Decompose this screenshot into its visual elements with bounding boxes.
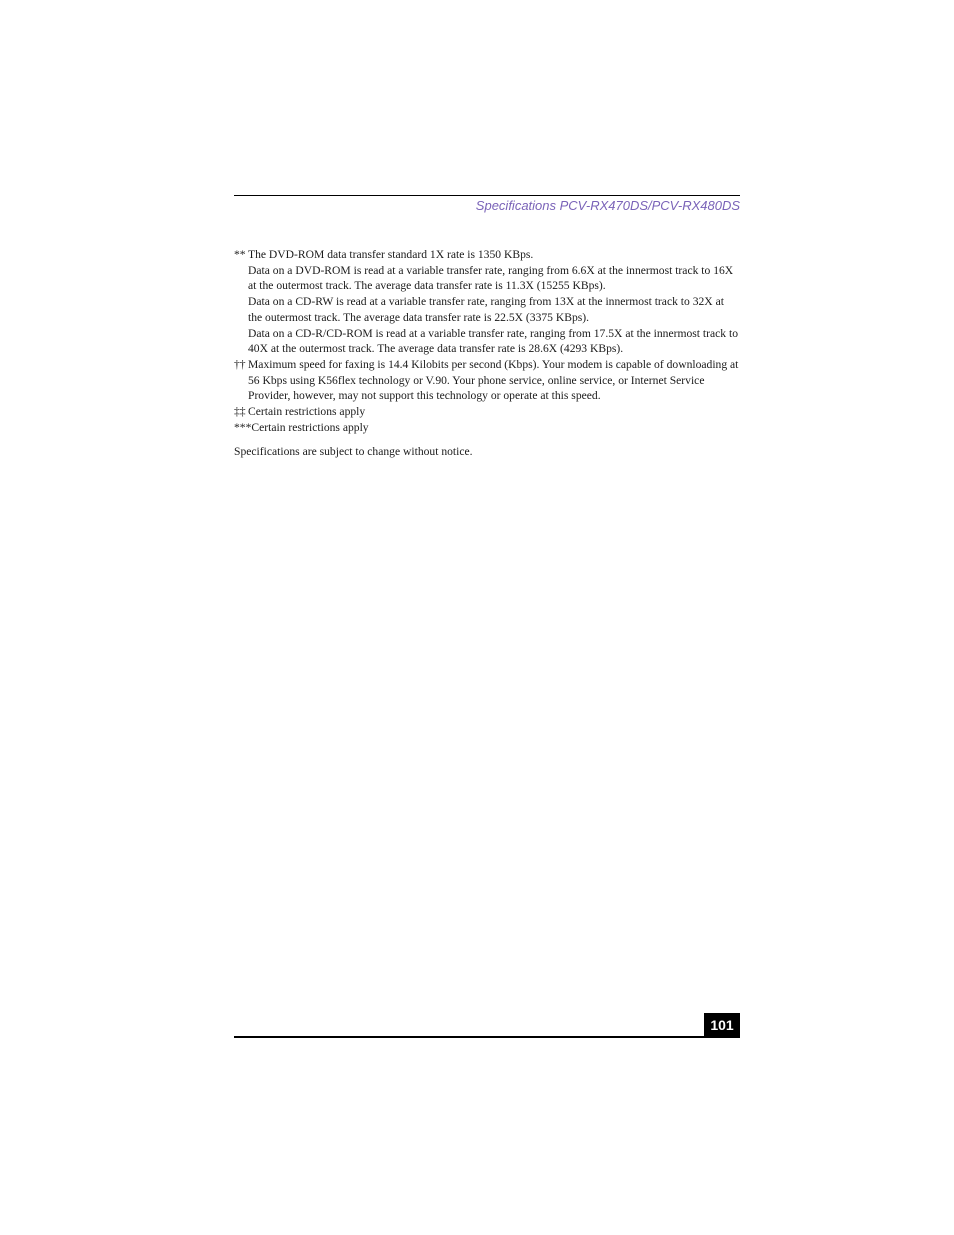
footnote-paragraph: Data on a CD-R/CD-ROM is read at a variable transfer rate, ranging from 17.5X at the innermost track to 40X at the outermost track. The average data transfer rate is 28.6X (4293 KBps). (248, 326, 739, 356)
footnote-paragraph: The DVD-ROM data transfer standard 1X rate is 1350 KBps. (248, 248, 534, 261)
footnote-marker: ** (234, 248, 246, 261)
footnote-double-asterisk (234, 247, 740, 357)
footnotes (234, 247, 740, 435)
footnote-paragraph: Certain restrictions apply (248, 405, 366, 419)
footnote-marker: *** (234, 420, 252, 434)
page-header-title: Specifications PCV-RX470DS/PCV-RX480DS (475, 198, 740, 213)
footnote-triple-asterisk (234, 420, 740, 436)
footnote-text: Certain restrictions apply (251, 420, 369, 434)
footnote-double-dagger (234, 357, 740, 404)
change-notice: Specifications are subject to change without notice. (234, 445, 473, 458)
header-rule (234, 195, 740, 196)
footnote-marker: ‡‡ (234, 405, 246, 419)
footnote-paragraph: Maximum speed for faxing is 14.4 Kilobits per second (Kbps). Your modem is capable of downloading at 56 Kbps using K56flex technology or V.90. Your phone service, online service, or Internet Service Provider, however, may not support this technology or operate at this speed. (248, 357, 739, 403)
footer-rule (234, 1036, 740, 1038)
footnote-paragraph: Data on a DVD-ROM is read at a variable transfer rate, ranging from 6.6X at the innermost track to 16X at the outermost track. The average data transfer rate is 11.3X (15255 KBps). (248, 263, 734, 293)
footnote-marker: †† (234, 357, 246, 371)
footnote-paragraph: Data on a CD-RW is read at a variable transfer rate, ranging from 13X at the innermost track to 32X at the outermost track. The average data transfer rate is 22.5X (3375 KBps). (248, 295, 724, 324)
page-number: 101 (704, 1013, 740, 1037)
footnote-double-double-dagger (234, 404, 740, 420)
footnote-paragraph (234, 420, 740, 436)
